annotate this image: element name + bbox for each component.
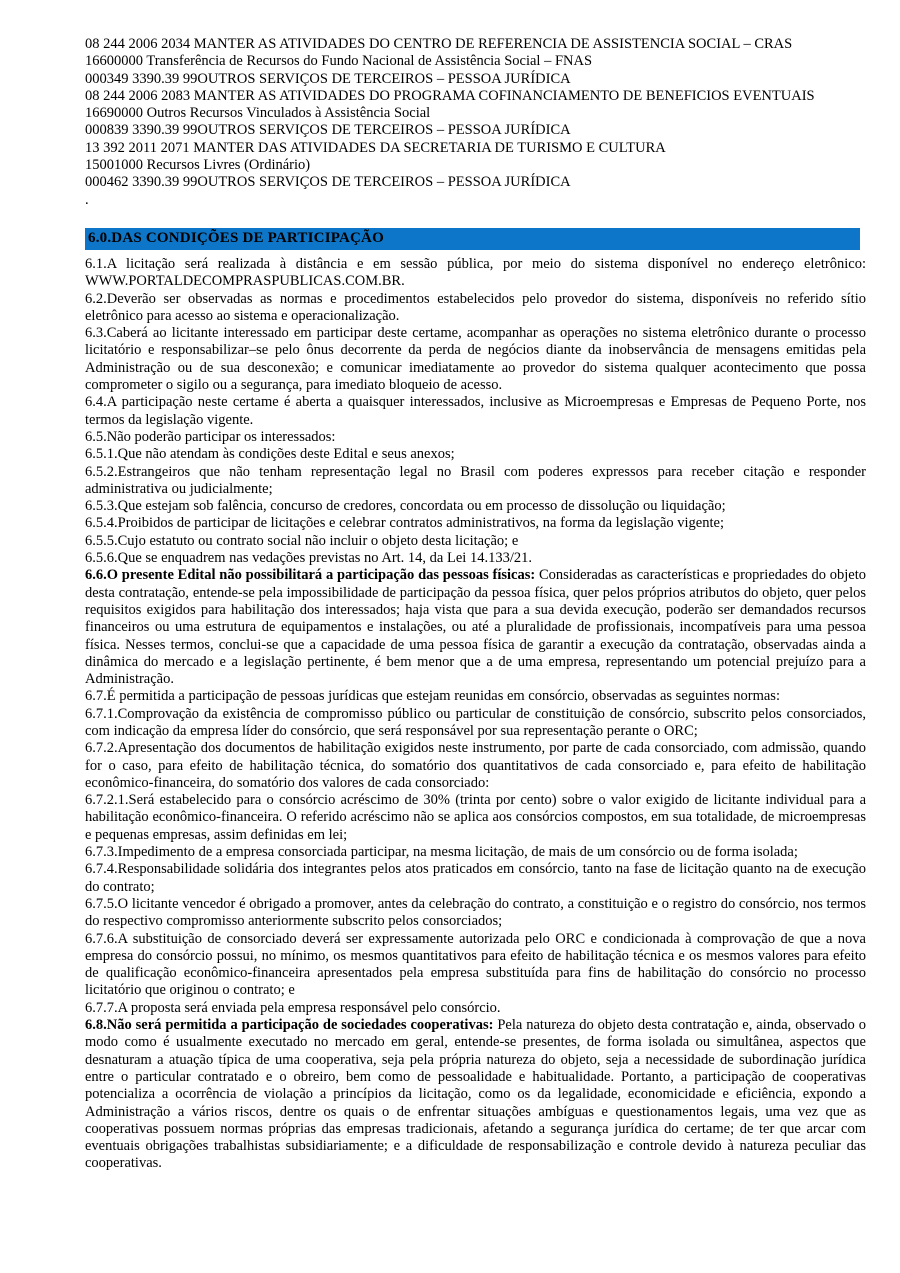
clause-6-7-2: 6.7.2.Apresentação dos documentos de habilitação exigidos neste instrumento, por parte de cada consorciado, com admissão, quando for o caso, para efeito de habilitação técnica, do somatório dos quantitativos de cada consorciado e, para efeito de habilitação econômico-financeira, do somatório dos valores de cada consorciado: [85, 740, 866, 791]
clause-6-7-4: 6.7.4.Responsabilidade solidária dos integrantes pelos atos praticados em consórcio, tanto na fase de licitação quanto na de execução do contrato; [85, 861, 866, 895]
clause-6-6 [85, 567, 866, 688]
clause-6-5: 6.5.Não poderão participar os interessados: [85, 428, 336, 445]
clause-6-1: 6.1.A licitação será realizada à distância e em sessão pública, por meio do sistema disponível no endereço eletrônico: WWW.PORTALDECOMPRASPUBLICAS.COM.BR. [85, 255, 866, 290]
clause-6-7-5: 6.7.5.O licitante vencedor é obrigado a promover, antes da celebração do contrato, a constituição e o registro do consórcio, nos termos do respectivo compromisso anteriormente subscrito pelos consorciados; [85, 895, 866, 930]
clause-6-2: 6.2.Deverão ser observadas as normas e procedimentos estabelecidos pelo provedor do sistema, disponíveis no referido sítio eletrônico para acesso ao sistema e operacionalização. [85, 290, 866, 324]
budget-line: 15001000 Recursos Livres (Ordinário) [85, 157, 311, 174]
clause-6-3: 6.3.Caberá ao licitante interessado em participar deste certame, acompanhar as operações no sistema eletrônico durante o processo licitatório e responsabilizar–se pelo ônus decorrente da perda de negócios diante da inobservância de mensagens emitidas pela Administração ou de sua desconexão; e comunicar imediatamente ao provedor do sistema qualquer acontecimento que possa comprometer o sigilo ou a segurança, para imediato bloqueio de acesso. [85, 325, 866, 394]
clause-6-7: 6.7.É permitida a participação de pessoas jurídicas que estejam reunidas em consórcio, observadas as seguintes normas: [85, 688, 780, 705]
clause-6-8-body: Pela natureza do objeto desta contratação e, ainda, observado o modo como é usualmente executado no mercado em geral, entende-se presentes, de forma isolada ou simultânea, aspectos que desnaturam a atuação típica de uma cooperativa, seja pela própria natureza do objeto, seja a necessidade de subordinação jurídica entre o particular contratado e o obreiro, bem como de pessoalidade e habitualidade. Portanto, a participação de cooperativas potencializa a ocorrência de violação a princípios da licitação, como os da legalidade, economicidade e eficiência, expondo a Administração a vários riscos, dentre os quais o de enfrentar situações ambíguas e questionamentos legais, uma vez que as cooperativas possuem normas próprias das empresas tradicionais, afetando a segurança jurídica do certame; de ter que arcar com eventuais obrigações trabalhistas subsidiariamente; e a dificuldade de responsabilização e controle devido à natureza peculiar das cooperativas. [85, 1017, 866, 1172]
clause-6-5-1: 6.5.1.Que não atendam às condições deste Edital e seus anexos; [85, 446, 455, 463]
clause-6-7-3: 6.7.3.Impedimento de a empresa consorciada participar, na mesma licitação, de mais de um consórcio ou de forma isolada; [85, 844, 798, 861]
budget-line: 16600000 Transferência de Recursos do Fundo Nacional de Assistência Social – FNAS [85, 53, 593, 70]
clause-6-5-4: 6.5.4.Proibidos de participar de licitações e celebrar contratos administrativos, na forma da legislação vigente; [85, 515, 724, 532]
clause-6-5-5: 6.5.5.Cujo estatuto ou contrato social não incluir o objeto desta licitação; e [85, 532, 519, 549]
clause-6-7-6: 6.7.6.A substituição de consorciado deverá ser expressamente autorizada pelo ORC e condicionada à comprovação de que a nova empresa do consórcio possui, no mínimo, os mesmos quantitativos para efeito de habilitação técnica e os mesmos valores para efeito de qualificação econômico-financeira apresentados pela empresa substituída para fins de habilitação do consórcio no processo licitatório que originou o contrato; e [85, 930, 866, 999]
section-header-bar [85, 228, 860, 250]
document-content [85, 36, 866, 1173]
clause-6-7-7: 6.7.7.A proposta será enviada pela empresa responsável pelo consórcio. [85, 999, 501, 1016]
clause-6-5-6: 6.5.6.Que se enquadrem nas vedações previstas no Art. 14, da Lei 14.133/21. [85, 550, 532, 567]
clause-6-6-lead: 6.6.O presente Edital não possibilitará a participação das pessoas físicas: [85, 567, 536, 584]
clause-6-8 [85, 1017, 866, 1173]
clause-6-8-lead: 6.8.Não será permitida a participação de sociedades cooperativas: [85, 1017, 494, 1034]
budget-line: 08 244 2006 2034 MANTER AS ATIVIDADES DO CENTRO DE REFERENCIA DE ASSISTENCIA SOCIAL – CRAS [85, 36, 793, 52]
budget-line: 13 392 2011 2071 MANTER DAS ATIVIDADES DA SECRETARIA DE TURISMO E CULTURA [85, 139, 666, 156]
budget-line: 16690000 Outros Recursos Vinculados à Assistência Social [85, 105, 431, 122]
budget-line: 000462 3390.39 99OUTROS SERVIÇOS DE TERCEIROS – PESSOA JURÍDICA [85, 174, 571, 191]
budget-line-dot: . [85, 191, 89, 208]
budget-line: 08 244 2006 2083 MANTER AS ATIVIDADES DO PROGRAMA COFINANCIAMENTO DE BENEFICIOS EVENTUAIS [85, 87, 815, 104]
budget-line: 000349 3390.39 99OUTROS SERVIÇOS DE TERCEIROS – PESSOA JURÍDICA [85, 70, 571, 87]
clause-6-6-body: Consideradas as características e propriedades do objeto desta contratação, entende-se pela impossibilidade de participação da pessoa física, quer pelos próprios atributos do objeto, quer pelos requisitos exigidos para habilitação dos interessados; haja vista que para a sua devida execução, poderão ser demandados recursos financeiros ou uma estrutura de equipamentos e instalações, ou até a pluralidade de profissionais, incompatíveis para uma pessoa física. Nesses termos, conclui-se que a capacidade de uma pessoa física de garantir a execução da contratação, observadas ainda a dinâmica do mercado e a legislação pertinente, é bem menor que a de uma empresa, representando um potencial prejuízo para a Administração. [85, 567, 866, 688]
clause-6-7-1: 6.7.1.Comprovação da existência de compromisso público ou particular de constituição de consórcio, subscrito pelos consorciados, com indicação da empresa líder do consórcio, que será responsável por sua representação perante o ORC; [85, 705, 866, 739]
clause-6-7-2-1: 6.7.2.1.Será estabelecido para o consórcio acréscimo de 30% (trinta por cento) sobre o valor exigido de licitante individual para a habilitação econômico-financeira. O referido acréscimo não se aplica aos consórcios compostos, em sua totalidade, de microempresas e pequenas empresas, assim definidas em lei; [85, 792, 866, 843]
clause-6-4: 6.4.A participação neste certame é aberta a quaisquer interessados, inclusive as Microempresas e Empresas de Pequeno Porte, nos termos da legislação vigente. [85, 394, 866, 428]
clause-6-5-2: 6.5.2.Estrangeiros que não tenham representação legal no Brasil com poderes expressos para receber citação e responder administrativa ou judicialmente; [85, 463, 866, 497]
budget-line: 000839 3390.39 99OUTROS SERVIÇOS DE TERCEIROS – PESSOA JURÍDICA [85, 122, 571, 139]
clause-6-5-3: 6.5.3.Que estejam sob falência, concurso de credores, concordata ou em processo de dissolução ou liquidação; [85, 498, 726, 515]
clauses-block [85, 256, 866, 1173]
budget-lines-block [85, 36, 866, 209]
section-header-title: 6.0.DAS CONDIÇÕES DE PARTICIPAÇÃO [88, 230, 384, 247]
